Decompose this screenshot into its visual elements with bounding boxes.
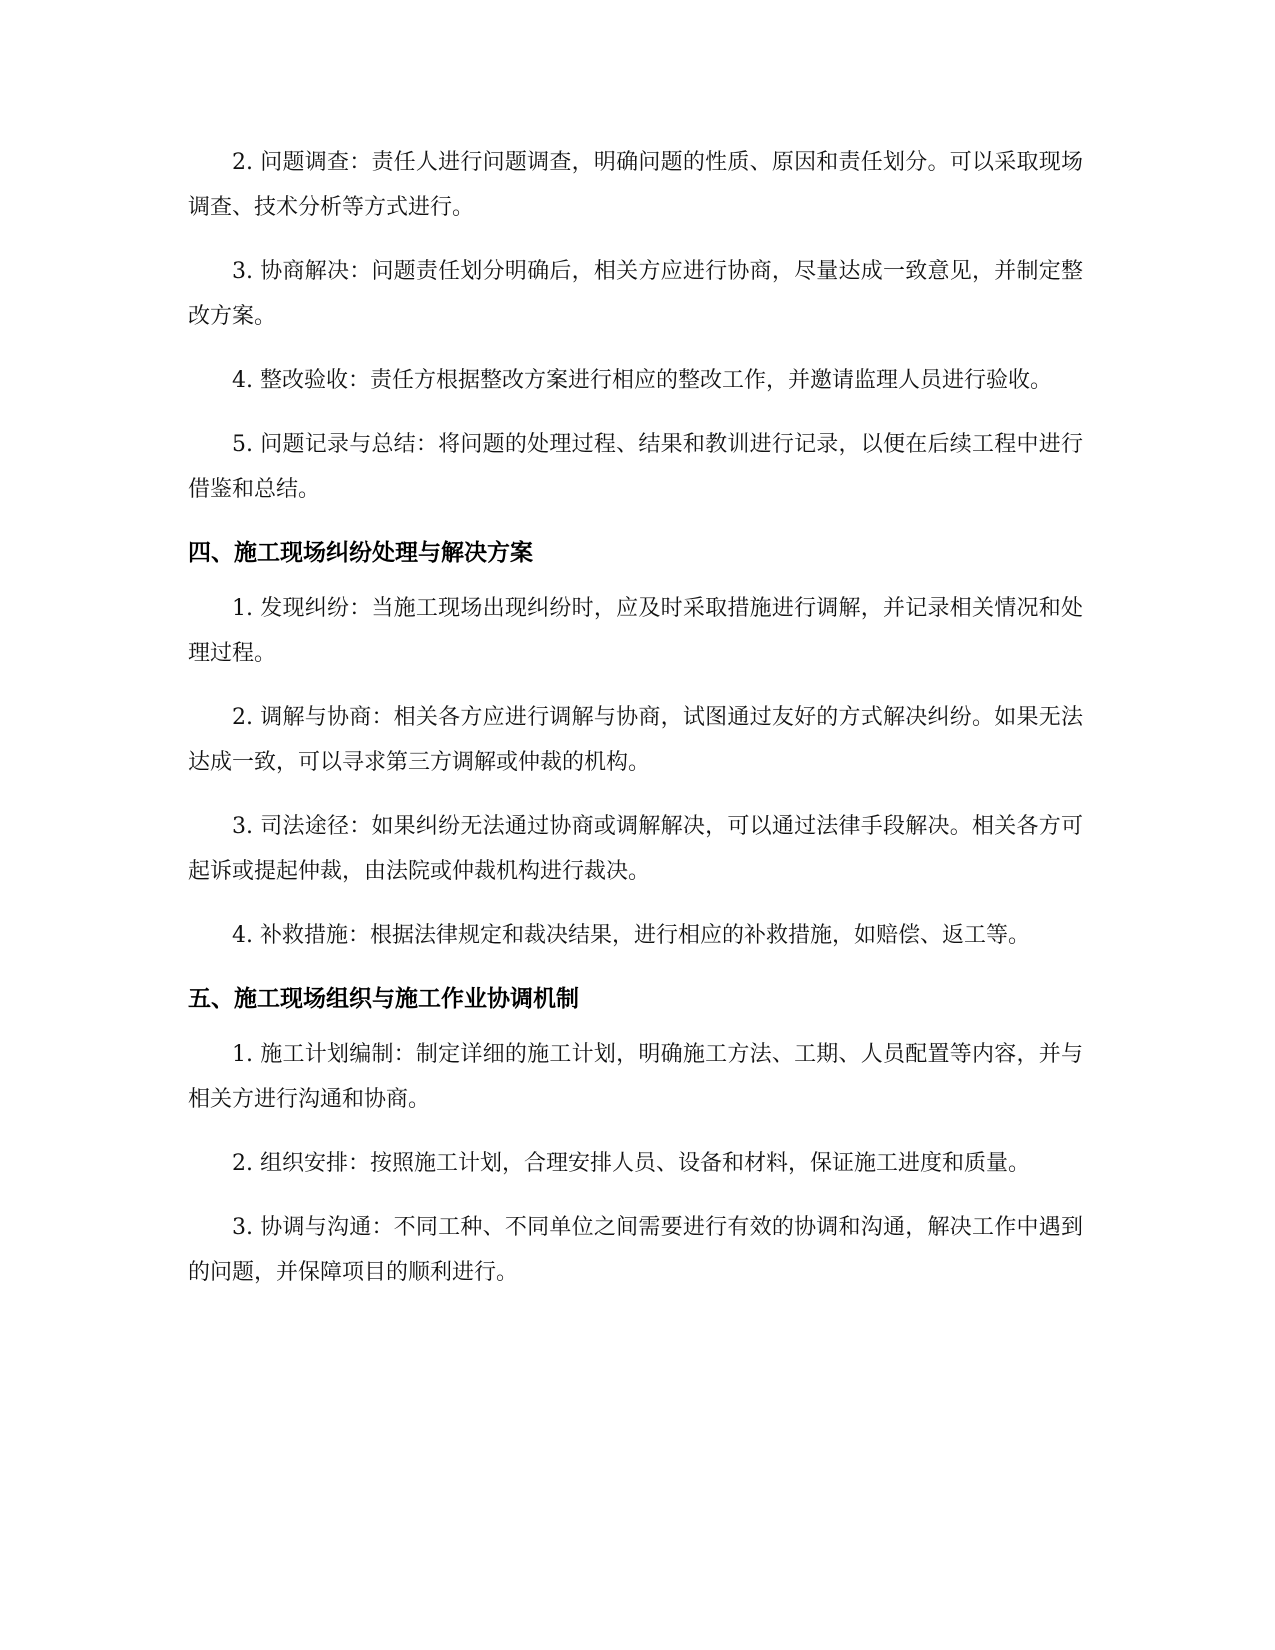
paragraph-judicial-route: 3. 司法途径：如果纠纷无法通过协商或调解解决，可以通过法律手段解决。相关各方可起诉或提起仲裁，由法院或仲裁机构进行裁决。 [188,814,1083,884]
paragraph-rectification-acceptance: 4. 整改验收：责任方根据整改方案进行相应的整改工作，并邀请监理人员进行验收。 [232,368,1052,393]
paragraph-construction-planning: 1. 施工计划编制：制定详细的施工计划，明确施工方法、工期、人员配置等内容，并与相关方进行沟通和协商。 [188,1042,1083,1112]
document-body [188,140,1083,1314]
paragraph-negotiated-resolution: 3. 协商解决：问题责任划分明确后，相关方应进行协商，尽量达成一致意见，并制定整改方案。 [188,259,1083,329]
paragraph-problem-investigation: 2. 问题调查：责任人进行问题调查，明确问题的性质、原因和责任划分。可以采取现场调查、技术分析等方式进行。 [188,150,1083,220]
paragraph-dispute-discovery: 1. 发现纠纷：当施工现场出现纠纷时，应及时采取措施进行调解，并记录相关情况和处理过程。 [188,596,1083,666]
paragraph-mediation-negotiation: 2. 调解与协商：相关各方应进行调解与协商，试图通过友好的方式解决纠纷。如果无法达成一致，可以寻求第三方调解或仲裁的机构。 [188,705,1083,775]
section-heading-site-coordination: 五、施工现场组织与施工作业协调机制 [188,986,579,1012]
section-heading-dispute-handling: 四、施工现场纠纷处理与解决方案 [188,540,533,566]
paragraph-problem-record-summary: 5. 问题记录与总结：将问题的处理过程、结果和教训进行记录，以便在后续工程中进行借鉴和总结。 [188,432,1083,502]
paragraph-remedial-measures: 4. 补救措施：根据法律规定和裁决结果，进行相应的补救措施，如赔偿、返工等。 [232,923,1030,948]
paragraph-organization-arrangement: 2. 组织安排：按照施工计划，合理安排人员、设备和材料，保证施工进度和质量。 [232,1151,1030,1176]
paragraph-coordination-communication: 3. 协调与沟通：不同工种、不同单位之间需要进行有效的协调和沟通，解决工作中遇到的问题，并保障项目的顺利进行。 [188,1215,1083,1285]
